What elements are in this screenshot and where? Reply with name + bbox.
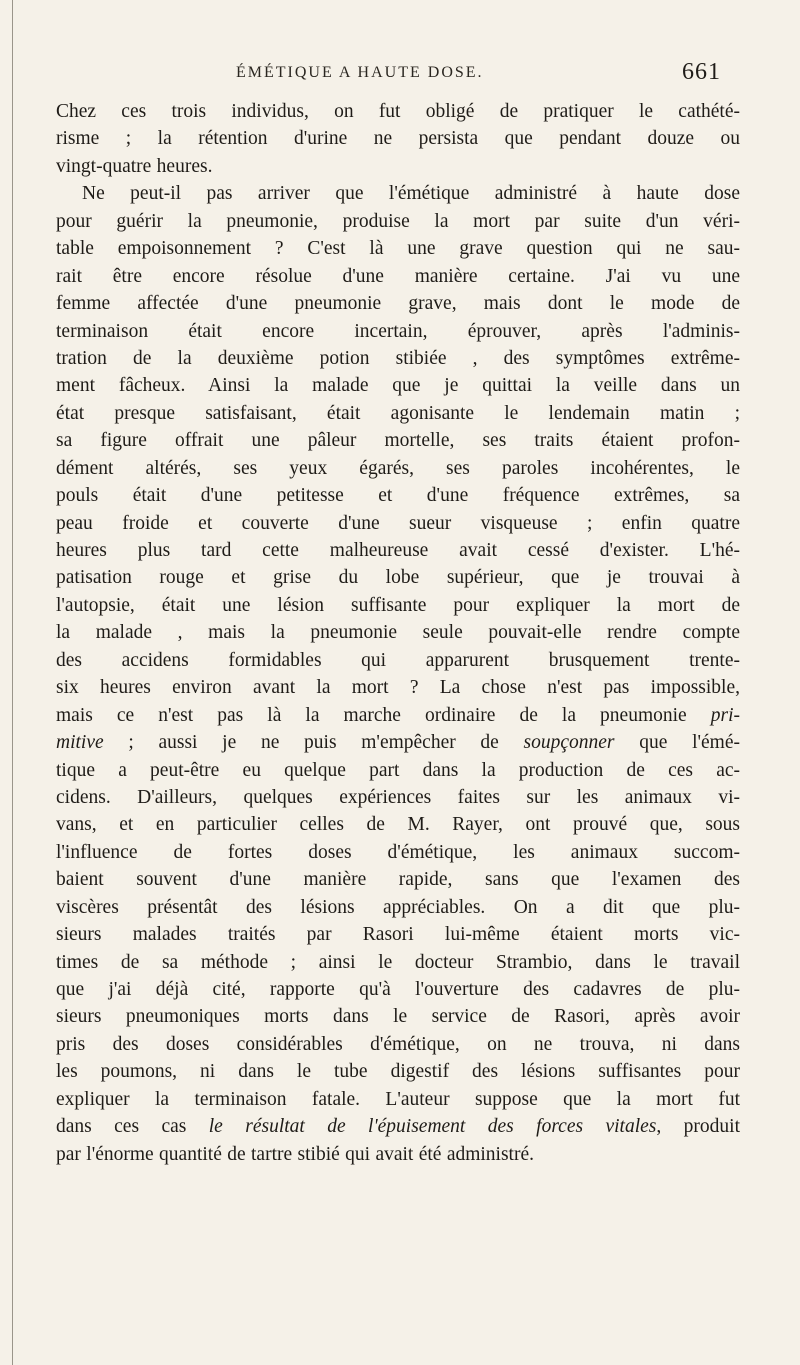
text-run: ; aussi je ne puis m'empêcher de: [103, 732, 524, 754]
text-line: patisation rouge et grise du lobe supérieur, que je trouvai à: [56, 567, 740, 589]
text-line: vans, et en particulier celles de M. Rayer, ont prouvé que, sous: [56, 814, 740, 836]
text-line: [56, 1113, 740, 1140]
text-line: expliquer la terminaison fatale. L'auteur suppose que la mort fut: [56, 1088, 740, 1110]
text-line: que j'ai déjà cité, rapporte qu'à l'ouverture des cadavres de plu-: [56, 979, 740, 1000]
text-line: heures plus tard cette malheureuse avait cessé d'exister. L'hé-: [56, 540, 740, 561]
text-line: table empoisonnement ? C'est là une grave question qui ne sau-: [56, 238, 740, 260]
text-line: tration de la deuxième potion stibiée , des symptômes extrême-: [56, 347, 740, 369]
text-line: peau froide et couverte d'une sueur visqueuse ; enfin quatre: [56, 512, 740, 534]
text-run: que l'émé-: [614, 732, 740, 754]
text-line: baient souvent d'une manière rapide, sans que l'examen des: [56, 869, 740, 891]
page-number: 661: [682, 59, 721, 85]
text-line: Chez ces trois individus, on fut obligé de pratiquer le cathété-: [56, 101, 740, 122]
paragraph-start-line: Ne peut-il pas arriver que l'émétique administré à haute dose: [82, 183, 740, 205]
text-run: , produit: [656, 1116, 740, 1138]
text-line: pris des doses considérables d'émétique, on ne trouva, ni dans: [56, 1033, 740, 1055]
text-run: dans ces cas: [56, 1116, 209, 1138]
text-run: mais ce n'est pas là la marche ordinaire de la pneumonie: [56, 704, 711, 726]
text-line: terminaison était encore incertain, éprouver, après l'adminis-: [56, 320, 740, 342]
text-line: sieurs pneumoniques morts dans le service de Rasori, après avoir: [56, 1006, 740, 1028]
text-line: ment fâcheux. Ainsi la malade que je quittai la veille dans un: [56, 375, 740, 397]
text-line: pour guérir la pneumonie, produise la mort par suite d'un véri-: [56, 210, 740, 232]
text-line: femme affectée d'une pneumonie grave, mais dont le mode de: [56, 293, 740, 315]
running-head: [0, 59, 800, 92]
text-line: [56, 729, 740, 756]
text-line: l'autopsie, était une lésion suffisante pour expliquer la mort de: [56, 594, 740, 616]
text-line: vingt-quatre heures.: [56, 155, 213, 177]
body-text: [56, 98, 740, 1168]
text-line: sa figure offrait une pâleur mortelle, ses traits étaient profon-: [56, 430, 740, 452]
italic-text-run: mitive: [56, 732, 104, 754]
text-line: rait être encore résolue d'une manière certaine. J'ai vu une: [56, 265, 740, 287]
text-line: pouls était d'une petitesse et d'une fréquence extrêmes, sa: [56, 485, 740, 507]
text-line: risme ; la rétention d'urine ne persista que pendant douze ou: [56, 128, 740, 150]
text-line: six heures environ avant la mort ? La chose n'est pas impossible,: [56, 677, 740, 699]
text-line: [56, 702, 740, 729]
running-title: ÉMÉTIQUE A HAUTE DOSE.: [236, 64, 484, 81]
text-line: cidens. D'ailleurs, quelques expériences faites sur les animaux vi-: [56, 786, 740, 808]
text-line: viscères présentât des lésions appréciables. On a dit que plu-: [56, 896, 740, 918]
text-line: l'influence de fortes doses d'émétique, les animaux succom-: [56, 841, 740, 863]
italic-text-run: le résultat de l'épuisement des forces vitales: [208, 1116, 657, 1138]
italic-text-run: soupçonner: [523, 732, 615, 754]
text-line: dément altérés, ses yeux égarés, ses paroles incohérentes, le: [56, 457, 740, 479]
text-line: tique a peut-être eu quelque part dans la production de ces ac-: [56, 759, 740, 781]
text-line: par l'énorme quantité de tartre stibié qui avait été administré.: [56, 1143, 535, 1165]
italic-text-run: pri-: [710, 704, 740, 726]
text-line: les poumons, ni dans le tube digestif des lésions suffisantes pour: [56, 1061, 740, 1083]
text-line: sieurs malades traités par Rasori lui-même étaient morts vic-: [56, 924, 740, 946]
text-line: times de sa méthode ; ainsi le docteur Strambio, dans le travail: [56, 951, 740, 973]
text-line: état presque satisfaisant, était agonisante le lendemain matin ;: [56, 402, 740, 424]
text-line: des accidens formidables qui apparurent brusquement trente-: [56, 649, 740, 671]
text-line: la malade , mais la pneumonie seule pouvait-elle rendre compte: [56, 622, 740, 644]
